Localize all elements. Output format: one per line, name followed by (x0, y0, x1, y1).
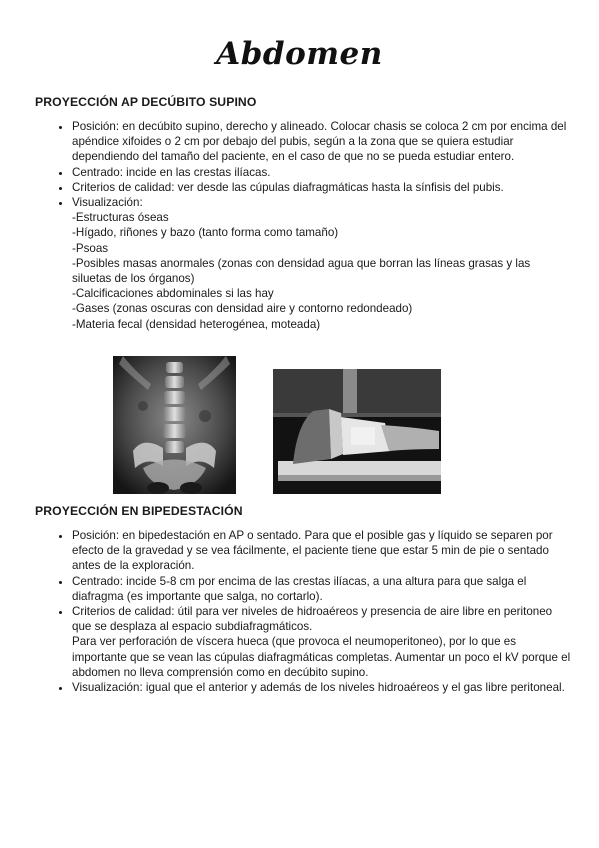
list-item-centrado: • Centrado: incide 5-8 cm por encima de las crestas ilíacas, a una altura para que salga el diafragma (es importante que salga, no cortarlo). (72, 574, 572, 604)
criterios-extra: Para ver perforación de víscera hueca (que provoca el neumoperitoneo), por lo que es importante que se vean las cúpulas diafragmáticas completas. Aumentar un poco el kV porque el abdomen no lleva comprensión como en decúbito supino. (72, 635, 571, 679)
patient-positioning-photo (273, 369, 441, 494)
section-heading-supino: PROYECCIÓN AP DECÚBITO SUPINO (35, 95, 257, 109)
list-item-centrado: • Centrado: incide en las crestas ilíacas. (72, 165, 572, 180)
supino-list (56, 119, 572, 332)
bipedestacion-list (56, 528, 572, 695)
section-heading-bipedestacion: PROYECCIÓN EN BIPEDESTACIÓN (35, 504, 243, 518)
list-item-visualizacion: • Visualización: igual que el anterior y además de los niveles hidroaéreos y el gas libre peritoneal. (72, 680, 572, 695)
list-item-visualizacion (72, 195, 572, 332)
visualizacion-subitem: -Psoas (72, 241, 109, 255)
visualizacion-subitem: -Hígado, riñones y bazo (tanto forma como tamaño) (72, 226, 339, 240)
abdominal-xray-image (113, 356, 236, 494)
list-item-criterios (72, 604, 572, 680)
list-item-posicion: • Posición: en decúbito supino, derecho y alineado. Colocar chasis se coloca 2 cm por encima del apéndice xifoides o 2 cm por debajo del pubis, según a la zona que se quiera estudiar dependiendo del tamaño del paciente, en el caso de que no se pueda estudiar entero. (72, 119, 572, 165)
visualizacion-subitem: -Posibles masas anormales (zonas con densidad agua que borran las líneas grasas y las siluetas de los órganos) (72, 256, 531, 286)
page-title: Abdomen (216, 36, 383, 72)
visualizacion-subitem: -Gases (zonas oscuras con densidad aire y contorno redondeado) (72, 302, 413, 316)
criterios-main: • Criterios de calidad: útil para ver niveles de hidroaéreos y presencia de aire libre en peritoneo que se desplaza al espacio subdiafragmáticos. (72, 605, 553, 634)
list-item-criterios: • Criterios de calidad: ver desde las cúpulas diafragmáticas hasta la sínfisis del pubis. (72, 180, 572, 195)
visualizacion-subitem: -Estructuras óseas (72, 211, 169, 225)
visualizacion-subitem: -Materia fecal (densidad heterogénea, moteada) (72, 317, 321, 331)
visualizacion-subitem: -Calcificaciones abdominales si las hay (72, 287, 274, 301)
list-item-posicion: • Posición: en bipedestación en AP o sentado. Para que el posible gas y líquido se separen por efecto de la gravedad y se vea fácilmente, el paciente tiene que estar 5 min de pie o sentado antes de la exploración. (72, 528, 572, 574)
visualizacion-label: • Visualización: (72, 196, 143, 210)
